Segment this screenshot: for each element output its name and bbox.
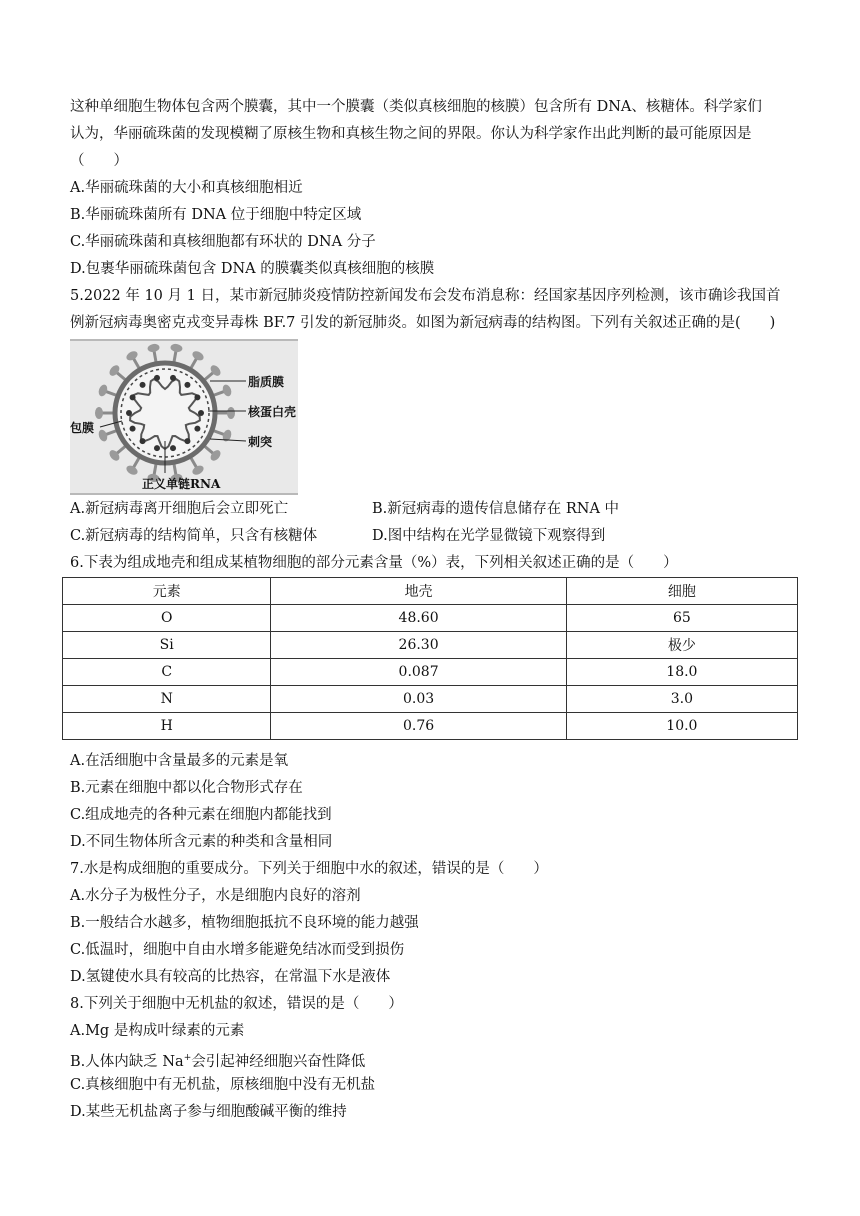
q7-option-d: D.氢键使水具有较高的比热容，在常温下水是液体 xyxy=(70,969,391,985)
element-content-table xyxy=(62,577,798,740)
q8-option-d: D.某些无机盐离子参与细胞酸碱平衡的维持 xyxy=(70,1104,347,1120)
table-row xyxy=(63,713,798,740)
spike-head xyxy=(221,383,233,397)
q6-option-a: A.在活细胞中含量最多的元素是氧 xyxy=(70,753,289,769)
sodium-charge-superscript: + xyxy=(183,1053,192,1063)
nucleocapsid-bead xyxy=(170,445,176,451)
nucleocapsid-bead xyxy=(198,410,204,416)
virus-structure-figure xyxy=(70,339,298,495)
table-cell: 48.60 xyxy=(271,605,566,632)
spike-head xyxy=(147,343,160,353)
nucleocapsid-bead xyxy=(154,445,160,451)
table-cell: 26.30 xyxy=(271,632,566,659)
q4-option-a: A.华丽硫珠菌的大小和真核细胞相近 xyxy=(70,180,303,196)
q8-option-b-text-rest: 会引起神经细胞兴奋性降低 xyxy=(191,1053,366,1070)
spike-head xyxy=(97,383,109,397)
q5-option-c: C.新冠病毒的结构简单，只含有核糖体 xyxy=(70,528,318,544)
q6-option-d: D.不同生物体所含元素的种类和含量相同 xyxy=(70,834,333,850)
q8-option-a: A.Mg 是构成叶绿素的元素 xyxy=(70,1023,245,1039)
spike-head xyxy=(227,407,235,419)
table-cell: 极少 xyxy=(566,632,797,659)
label-rna: 正义单链RNA xyxy=(142,477,221,491)
q4-option-c: C.华丽硫珠菌和真核细胞都有环状的 DNA 分子 xyxy=(70,234,376,250)
spike-head xyxy=(191,349,205,362)
q5-option-b: B.新冠病毒的遗传信息储存在 RNA 中 xyxy=(372,501,620,517)
nucleocapsid-bead xyxy=(194,394,200,400)
nucleocapsid-bead xyxy=(126,410,132,416)
q6-option-c: C.组成地壳的各种元素在细胞内都能找到 xyxy=(70,807,332,823)
q6-option-b: B.元素在细胞中都以化合物形式存在 xyxy=(70,780,303,796)
nucleocapsid-bead xyxy=(194,426,200,432)
table-cell: C xyxy=(63,659,271,686)
table-cell: 18.0 xyxy=(566,659,797,686)
q5-option-d: D.图中结构在光学显微镜下观察得到 xyxy=(372,528,606,544)
spike-head xyxy=(125,349,139,362)
nucleocapsid-bead xyxy=(184,438,190,444)
table-cell: 0.087 xyxy=(271,659,566,686)
label-nucleocapsid: 核蛋白壳 xyxy=(248,405,297,419)
spike-head xyxy=(97,429,109,443)
label-lipid-membrane: 脂质膜 xyxy=(248,375,285,389)
nucleocapsid-bead xyxy=(170,375,176,381)
table-row xyxy=(63,659,798,686)
label-spike: 刺突 xyxy=(248,435,273,449)
q8-option-b-text: B.人体内缺乏 Na xyxy=(70,1053,184,1070)
table-cell: 3.0 xyxy=(566,686,797,713)
table-cell: Si xyxy=(63,632,271,659)
q8-stem: 8.下列关于细胞中无机盐的叙述，错误的是（ ） xyxy=(70,996,403,1012)
q7-option-c: C.低温时，细胞中自由水增多能避免结冰而受到损伤 xyxy=(70,942,405,958)
table-row xyxy=(63,605,798,632)
table-cell: H xyxy=(63,713,271,740)
label-envelope: 包膜 xyxy=(70,421,95,435)
table-header-row xyxy=(63,578,798,605)
header-crust: 地壳 xyxy=(271,578,566,605)
table-cell: O xyxy=(63,605,271,632)
q7-option-a: A.水分子为极性分子，水是细胞内良好的溶剂 xyxy=(70,888,361,904)
spike-head xyxy=(95,407,103,419)
table-row xyxy=(63,632,798,659)
spike-head xyxy=(170,343,183,353)
q8-option-b xyxy=(70,1048,365,1072)
nucleocapsid-bead xyxy=(130,426,136,432)
q4-option-b: B.华丽硫珠菌所有 DNA 位于细胞中特定区域 xyxy=(70,207,362,223)
table-cell: 65 xyxy=(566,605,797,632)
table-cell: N xyxy=(63,686,271,713)
header-element: 元素 xyxy=(63,578,271,605)
table-cell: 0.03 xyxy=(271,686,566,713)
q8-option-c: C.真核细胞中有无机盐，原核细胞中没有无机盐 xyxy=(70,1077,376,1093)
q7-stem: 7.水是构成细胞的重要成分。下列关于细胞中水的叙述，错误的是（ ） xyxy=(70,861,548,877)
table-cell: 0.76 xyxy=(271,713,566,740)
q5-option-a: A.新冠病毒离开细胞后会立即死亡 xyxy=(70,501,289,517)
nucleocapsid-bead xyxy=(184,382,190,388)
table-row xyxy=(63,686,798,713)
nucleocapsid-bead xyxy=(130,394,136,400)
nucleocapsid-bead xyxy=(154,375,160,381)
q7-option-b: B.一般结合水越多，植物细胞抵抗不良环境的能力越强 xyxy=(70,915,419,931)
nucleocapsid-bead xyxy=(140,438,146,444)
q5-stem-line-1: 5.2022 年 10 月 1 日，某市新冠肺炎疫情防控新闻发布会发布消息称：经国家基因序列检测，该市确诊我国首 xyxy=(70,288,781,304)
q4-answer-paren: （ ） xyxy=(70,153,128,169)
header-cell: 细胞 xyxy=(566,578,797,605)
spike-head xyxy=(125,464,139,477)
q4-stem-line-1: 这种单细胞生物体包含两个膜囊，其中一个膜囊（类似真核细胞的核膜）包含所有 DNA、核糖体。科学家们 xyxy=(70,99,762,115)
nucleocapsid-bead xyxy=(140,382,146,388)
q5-stem-line-2: 例新冠病毒奥密克戎变异毒株 BF.7 引发的新冠肺炎。如图为新冠病毒的结构图。下列有关叙述正确的是( ) xyxy=(70,315,776,331)
q6-stem: 6.下表为组成地壳和组成某植物细胞的部分元素含量（%）表，下列相关叙述正确的是（ ） xyxy=(70,555,678,571)
table-cell: 10.0 xyxy=(566,713,797,740)
q4-stem-line-2: 认为，华丽硫珠菌的发现模糊了原核生物和真核生物之间的界限。你认为科学家作出此判断的最可能原因是 xyxy=(70,126,752,142)
q4-option-d: D.包裹华丽硫珠菌包含 DNA 的膜囊类似真核细胞的核膜 xyxy=(70,261,435,277)
